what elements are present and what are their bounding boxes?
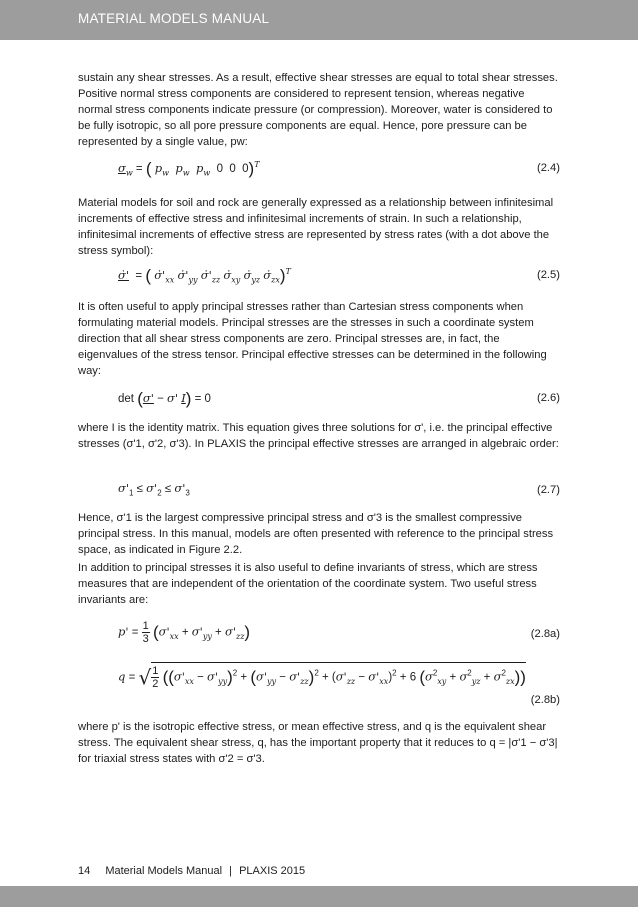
equation-2-4-number: (2.4) — [536, 162, 560, 174]
equation-2-8a-expression: p' = $\frac{1}{3}$ $(\sigma'_{xx} + \sigma'_{yy} + \sigma'_{zz})$ — [118, 620, 251, 645]
footer-document-title: Material Models Manual — [105, 865, 223, 877]
paragraph-principal-stresses: It is often useful to apply principal stresses rather than Cartesian stress components when formulating material models. Principal stresses are the stresses in such a coordinate system direction that all shear stress components are zero. Principal stresses are, in fact, the eigenvalues of the stress tensor. Principal effective stresses can be determined in the following way: — [78, 301, 547, 377]
paragraph-stress-rates: Material models for soil and rock are generally expressed as a relationship between infinitesimal increments of effective stress and infinitesimal increments of strain. In such a relationship, infinitesimal increments of effective stress are represented by stress rates (with a dot above the stress symbol): — [78, 197, 554, 257]
equation-2-7-number: (2.7) — [536, 484, 560, 496]
header-title: MATERIAL MODELS MANUAL — [78, 11, 270, 26]
equation-2-4 — [118, 159, 560, 181]
paragraph-principal-space: Hence, σ'1 is the largest compressive principal stress and σ'3 is the smallest compressive principal stress. In this manual, models are often presented with reference to the principal stress space, as indicated in Figure 2.2. — [78, 512, 554, 556]
equation-2-8b — [118, 658, 560, 710]
page-number: 14 — [78, 865, 91, 877]
equation-2-6-expression: det (σ' − σ' I) = 0 — [118, 389, 211, 408]
footer-band — [0, 886, 638, 907]
equation-2-6-number: (2.6) — [536, 392, 560, 404]
equation-2-7 — [118, 481, 560, 503]
page-footer — [78, 865, 309, 877]
equation-2-8a-number: (2.8a) — [530, 628, 560, 640]
equation-2-5 — [118, 266, 560, 288]
equation-2-8b-expression: q = √ $\frac{1}{2}$ ($(\sigma'_{xx} - \sigma'_{yy})^2 + (\sigma'_{yy} - \sigma'_{zz})^2 + (\sigma'_{zz} - \sigma'_{xx})^2 + 6$ $(\sigma^2_{xy} + \sigma^2_{yz} + \sigma^2_{zx})$) — [118, 662, 526, 690]
footer-product: PLAXIS 2015 — [239, 865, 306, 877]
paragraph-identity-matrix: where I is the identity matrix. This equation gives three solutions for σ', i.e. the principal effective stresses (σ'1, σ'2, σ'3). In PLAXIS the principal effective stresses are arranged in algebraic order: — [78, 422, 559, 450]
equation-2-5-number: (2.5) — [536, 269, 560, 281]
paragraph-equivalent-shear: where p' is the isotropic effective stress, or mean effective stress, and q is the equivalent shear stress. The equivalent shear stress, q, has the important property that it reduces to q = |σ'1 − σ'3| for triaxial stress states with σ'2 = σ'3. — [78, 721, 558, 765]
equation-2-5-expression: σ̇' = ( $\sigmȧ'_{xx}$ $\sigmȧ'_{yy}$ $\sigmȧ'_{zz}$ $\sigmȧ_{xy}$ $\sigmȧ_{yz}$ $\sigmȧ_{zx})^T$ — [118, 266, 291, 285]
paragraph-invariants: In addition to principal stresses it is also useful to define invariants of stress, which are stress measures that are independent of the orientation of the coordinate system. Two useful stress invariants are: — [78, 562, 538, 606]
equation-2-8a — [118, 620, 560, 650]
equation-2-4-expression: $\sigma_w$ = ( $p_w$ $p_w$ $p_w$ 0 0 0)$^T$ — [118, 159, 260, 178]
page-header — [0, 0, 638, 40]
equation-2-6 — [118, 389, 560, 411]
paragraph-pore-pressure: sustain any shear stresses. As a result, effective shear stresses are equal to total shear stresses. Positive normal stress components are considered to represent tension, whereas negative normal stress components indicate pressure (or compression). Moreover, water is considered to be fully isotropic, so all pore pressure components are equal. Hence, pore pressure can be represented by a single value, pw: — [78, 72, 558, 148]
footer-separator: | — [229, 865, 233, 877]
equation-2-7-expression: $\sigma'_1 \le \sigma'_2 \le \sigma'_3$ — [118, 481, 190, 498]
equation-2-8b-number: (2.8b) — [530, 694, 560, 706]
